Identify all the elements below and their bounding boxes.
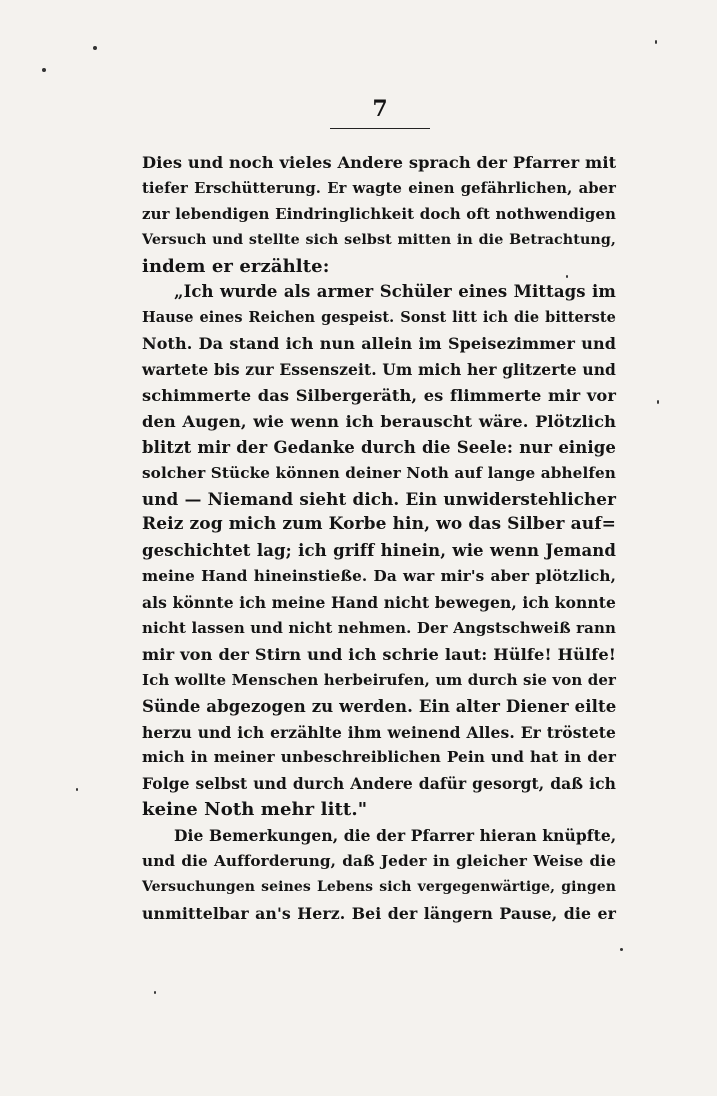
text-line: schimmerte das Silbergeräth, es flimmerte mir vor <box>142 386 616 406</box>
text-line: wartete bis zur Essenszeit. Um mich her glitzerte und <box>142 360 616 380</box>
text-line: herzu und ich erzählte ihm weinend Alles. Er tröstete <box>142 722 616 742</box>
text-line: solcher Stücke können deiner Noth auf lange abhelfen <box>142 463 616 482</box>
text-line: den Augen, wie wenn ich berauscht wäre. Plötzlich <box>142 411 616 431</box>
text-line: „Ich wurde als armer Schüler eines Mittags im <box>174 282 616 302</box>
paper-speck <box>655 40 657 44</box>
paper-speck <box>620 948 623 951</box>
text-line: Dies und noch vieles Andere sprach der Pfarrer mit <box>142 153 617 172</box>
text-line: Ich wollte Menschen herbeirufen, um durch sie von der <box>142 670 616 689</box>
text-line: Versuch und stellte sich selbst mitten in die Betrachtung, <box>142 231 616 248</box>
text-line: und — Niemand sieht dich. Ein unwiderstehlicher <box>142 488 616 509</box>
header-rule <box>330 128 430 129</box>
text-line: indem er erzählte: <box>142 255 330 277</box>
text-line: mich in meiner unbeschreiblichen Pein und hat in der <box>142 748 616 767</box>
text-line: Folge selbst und durch Andere dafür gesorgt, daß ich <box>142 774 616 794</box>
text-line: keine Noth mehr litt." <box>142 799 368 821</box>
text-line: zur lebendigen Eindringlichkeit doch oft nothwendigen <box>142 204 616 223</box>
text-line: tiefer Erschütterung. Er wagte einen gefährlichen, aber <box>142 179 616 197</box>
text-line: meine Hand hineinstieße. Da war mir's aber plötzlich, <box>142 567 616 586</box>
text-line: nicht lassen und nicht nehmen. Der Angstschweiß rann <box>142 619 616 638</box>
text-line: Sünde abgezogen zu werden. Ein alter Diener eilte <box>142 696 617 716</box>
text-line: Versuchungen seines Lebens sich vergegenwärtige, gingen <box>142 878 616 895</box>
text-line: geschichtet lag; ich griff hinein, wie wenn Jemand <box>142 541 616 561</box>
text-line: und die Aufforderung, daß Jeder in gleicher Weise die <box>142 852 616 871</box>
paper-speck <box>42 68 46 72</box>
paper-speck <box>566 275 568 278</box>
paper-speck <box>657 400 659 404</box>
text-line: Die Bemerkungen, die der Pfarrer hieran knüpfte, <box>174 826 617 846</box>
paper-speck <box>154 991 156 994</box>
text-line: Hause eines Reichen gespeist. Sonst litt ich die bitterste <box>142 309 616 327</box>
text-line: unmittelbar an's Herz. Bei der längern Pause, die er <box>142 903 616 923</box>
paper-speck <box>76 788 78 791</box>
text-line: als könnte ich meine Hand nicht bewegen, ich konnte <box>142 593 616 613</box>
text-line: Noth. Da stand ich nun allein im Speisezimmer und <box>142 334 616 354</box>
page-number: 7 <box>372 96 388 122</box>
text-line: mir von der Stirn und ich schrie laut: Hülfe! Hülfe! <box>142 644 616 664</box>
paper-speck <box>93 46 97 50</box>
body-text <box>142 150 616 927</box>
text-line: blitzt mir der Gedanke durch die Seele: nur einige <box>142 437 616 457</box>
text-line: Reiz zog mich zum Korbe hin, wo das Silber auf= <box>142 514 616 535</box>
